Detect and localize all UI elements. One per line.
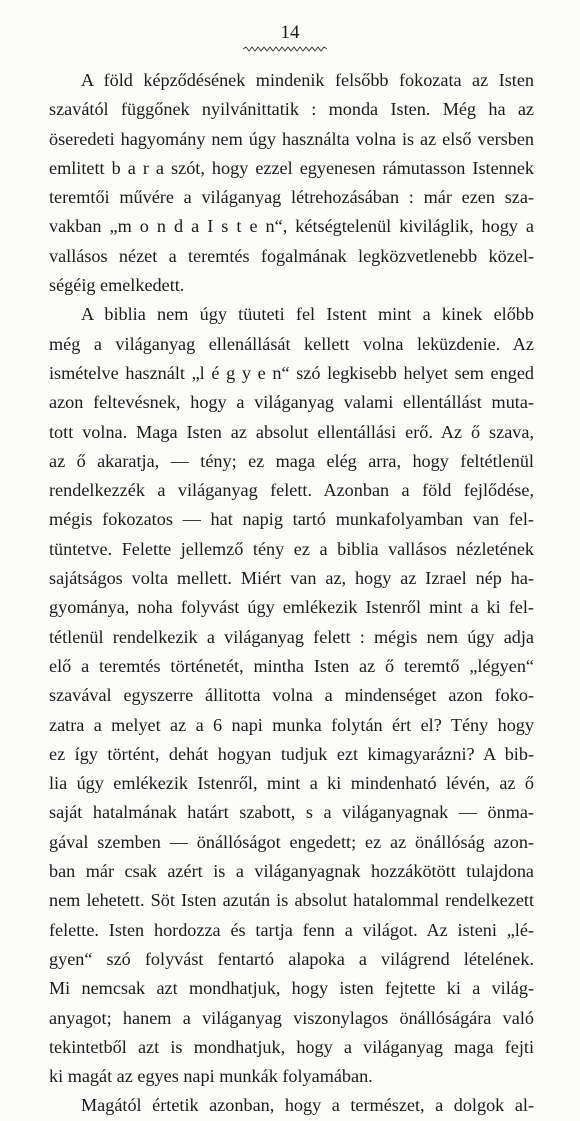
text-line: A föld képződésének mindenik felsőbb fokozata az Isten [81,70,534,90]
text-line: tott volna. Maga Isten az absolut ellentállási erő. Az ő szava, [49,421,534,442]
text-line: tétlenül rendelkezik a világanyag felett : mégis nem úgy adja [49,626,534,647]
text-line: zatra a melyet az a 6 napi munka folytán ért el? Tény hogy [49,714,534,735]
text-line: nem lehetett. Söt Isten azután is absolut hatalommal rendelkezett [49,890,534,911]
text-line: gyománya, noha folyvást úgy emlékezik Istenről mint a ki fel- [49,597,534,618]
text-line: vallásos nézet a teremtés fogalmának legközvetlenebb közel- [49,245,534,266]
text-line: Magától értetik azonban, hogy a természet, a dolgok al- [81,1095,534,1116]
text-line: ismételve használt „l é g y e n“ szó legkisebb helyet sem enged [49,362,534,383]
text-line: gyen“ szó folyvást fentartó alapoka a világrend lételének. [49,948,534,969]
text-line: A biblia nem úgy tüuteti fel Istent mint a kinek előbb [81,304,534,325]
page-number: 14 [280,22,300,43]
text-line: lia úgy emlékezik Istenről, mint a ki mindenható lévén, az ő [49,773,534,794]
text-line: felette. Isten hordozza és tartja fenn a világot. Az isteni „lé- [49,919,534,940]
text-line: azon feltevésnek, hogy a világanyag valami ellentállást muta- [49,392,534,413]
text-line: elő a teremtés történetét, mintha Isten az ő teremtő „légyen“ [49,655,534,676]
text-line: Mi nemcsak azt mondhatjuk, hogy isten fejtette ki a világ- [49,978,534,999]
decorative-rule-icon [243,46,327,52]
text-line: még a világanyag ellenállását kellett volna leküzdenie. Az [49,333,534,354]
text-line: anyagot; hanem a világanyag viszonylagos önállóságára való [49,1007,534,1028]
text-line: öseredeti hagyomány nem úgy használta volna is az első versben [49,128,534,149]
text-line: teremtői művére a világanyag létrehozásában : már ezen sza- [49,187,534,208]
text-line: gával szemben — önállóságot engedett; ez az önállóság azon- [49,831,534,852]
text-line: tüntetve. Felette jellemző tény ez a biblia vallásos nézletének [49,538,534,559]
body-text [49,66,534,1121]
text-line: ki magát az egyes napi munkák folyamában. [49,1066,373,1087]
text-line: sajátságos volta mellett. Miért van az, hogy az Izrael nép ha- [49,568,534,589]
text-line: saját hatalmának határt szabott, s a világanyagnak — önma- [49,802,534,823]
text-line: vakban „m o n d a I s t e n“, kétségtelenül kiviláglik, hogy a [49,216,534,237]
text-line: az ő akaratja, — tény; ez maga elég arra, hogy feltétlenül [49,450,534,471]
text-line: mégis fokozatos — hat napig tartó munkafolyamban van fel- [49,509,534,530]
text-line: ban már csak azért is a világanyagnak hozzákötött tulajdona [49,861,534,882]
text-line: tekintetből azt is mondhatjuk, hogy a világanyag maga fejti [49,1036,534,1057]
text-line: ez így történt, dehát hogyan tudjuk ezt kimagyarázni? A bib- [49,743,534,764]
text-line: rendelkezzék a világanyag felett. Azonban a föld fejlődése, [49,480,534,501]
text-line: emlitett b a r a szót, hogy ezzel egyenesen rámutasson Istennek [49,157,534,178]
text-line: ségéig emelkedett. [49,275,185,296]
text-line: szavával egyszerre állitotta volna a mindenséget azon foko- [49,685,534,706]
text-line: szavától függőnek nyilvánittatik : monda Isten. Még ha az [49,99,534,120]
